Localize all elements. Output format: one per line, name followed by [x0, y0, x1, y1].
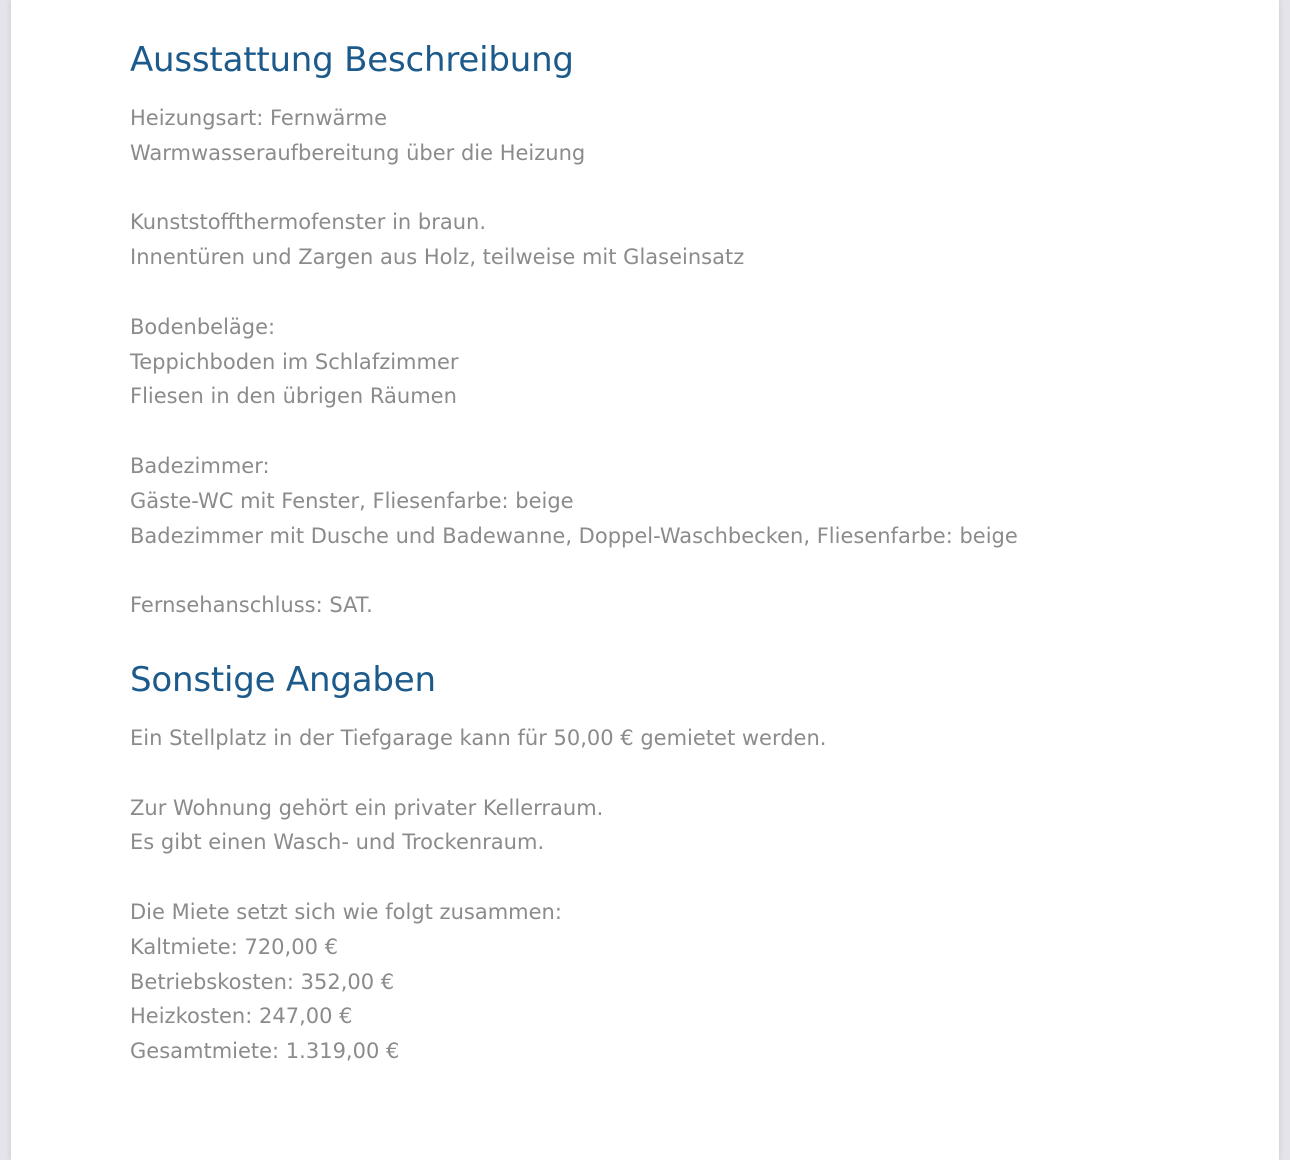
section-body-ausstattung: [130, 101, 1230, 623]
document-page: [11, 0, 1279, 1160]
paragraph-gap: [130, 553, 1230, 588]
text-line-kellerraum: Zur Wohnung gehört ein privater Kellerraum.: [130, 795, 604, 820]
text-line-gesamtmiete: Gesamtmiete: 1.319,00 €: [130, 1039, 400, 1064]
text-line-innentueren: Innentüren und Zargen aus Holz, teilweise mit Glaseinsatz: [130, 245, 745, 270]
text-line-fernsehanschluss: Fernsehanschluss: SAT.: [130, 593, 373, 618]
section-body-sonstige: [130, 721, 1230, 1069]
text-line-warmwasser: Warmwasseraufbereitung über die Heizung: [130, 140, 586, 165]
paragraph-gap: [130, 275, 1230, 310]
paragraph-gap: [130, 756, 1230, 791]
paragraph-gap: [130, 171, 1230, 206]
text-line-miete-intro: Die Miete setzt sich wie folgt zusammen:: [130, 899, 562, 924]
section-title-ausstattung: Ausstattung Beschreibung: [130, 40, 574, 80]
text-line-fenster: Kunststoffthermofenster in braun.: [130, 210, 487, 235]
text-line-heizungsart: Heizungsart: Fernwärme: [130, 106, 388, 130]
section-title-sonstige: Sonstige Angaben: [130, 659, 436, 700]
text-line-heizkosten: Heizkosten: 247,00 €: [130, 1004, 353, 1029]
text-line-fliesen: Fliesen in den übrigen Räumen: [130, 384, 457, 409]
text-line-badezimmer: Badezimmer mit Dusche und Badewanne, Doppel-Waschbecken, Fliesenfarbe: beige: [130, 523, 1018, 548]
text-line-waschraum: Es gibt einen Wasch- und Trockenraum.: [130, 830, 545, 855]
text-line-stellplatz: Ein Stellplatz in der Tiefgarage kann für 50,00 € gemietet werden.: [130, 725, 827, 750]
paragraph-gap: [130, 414, 1230, 449]
text-line-betriebskosten: Betriebskosten: 352,00 €: [130, 969, 395, 994]
paragraph-gap: [130, 860, 1230, 895]
text-line-teppichboden: Teppichboden im Schlafzimmer: [130, 349, 459, 374]
text-line-bodenbelaege: Bodenbeläge:: [130, 314, 276, 339]
content-column: [130, 0, 1230, 1069]
text-line-gaeste-wc: Gäste-WC mit Fenster, Fliesenfarbe: beige: [130, 488, 574, 513]
text-line-badezimmer-label: Badezimmer:: [130, 453, 270, 478]
text-line-kaltmiete: Kaltmiete: 720,00 €: [130, 934, 338, 959]
